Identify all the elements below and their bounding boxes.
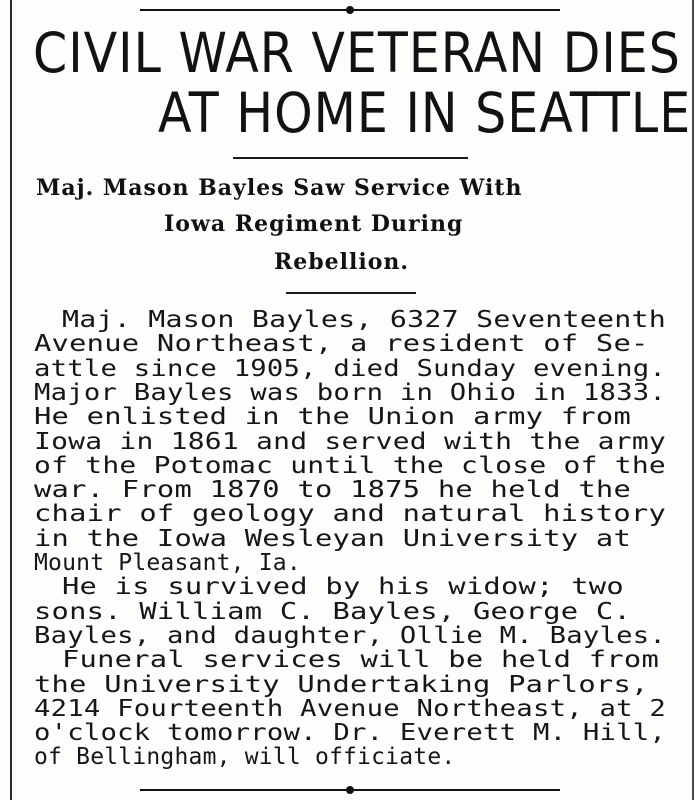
body-line: o'clock tomorrow. Dr. Everett M. Hill,	[34, 720, 666, 747]
body-line: Avenue Northeast, a resident of Se-	[34, 331, 649, 358]
body-line: sons. William C. Bayles, George C.	[34, 598, 632, 625]
subheadline-line-3: Rebellion.	[274, 249, 410, 275]
body-line: 4214 Fourteenth Avenue Northeast, at 2	[34, 695, 666, 722]
headline-rule	[233, 157, 468, 159]
bottom-divider-dot	[346, 786, 354, 794]
body-line: Maj. Mason Bayles, 6327 Seventeenth	[62, 307, 666, 333]
subheadline-line-1: Maj. Mason Bayles Saw Service With	[36, 175, 523, 201]
headline-line-1: CIVIL WAR VETERAN DIES	[33, 21, 681, 86]
body-line: Funeral services will be held from	[62, 647, 660, 674]
body-line: Major Bayles was born in Ohio in 1833.	[34, 379, 666, 406]
body-line: the University Undertaking Parlors,	[34, 671, 649, 698]
body-line: He enlisted in the Union army from	[34, 404, 632, 431]
subheadline-line-2: Iowa Regiment During	[164, 211, 464, 237]
body-line: Iowa in 1861 and served with the army	[34, 428, 666, 455]
body-line: attle since 1905, died Sunday evening.	[34, 355, 666, 382]
body-line: of the Potomac until the close of the	[34, 452, 666, 479]
body-line: Bayles, and daughter, Ollie M. Bayles.	[34, 622, 666, 649]
top-divider-dot	[346, 6, 354, 14]
body-line: of Bellingham, will officiate.	[34, 744, 456, 771]
body-line: He is survived by his widow; two	[62, 574, 624, 601]
subheadline-rule	[286, 292, 416, 294]
body-line: war. From 1870 to 1875 he held the	[34, 477, 632, 504]
body-line: chair of geology and natural history	[34, 501, 666, 528]
headline-line-2: AT HOME IN SEATTLE	[158, 81, 692, 146]
body-line: in the Iowa Wesleyan University at	[34, 525, 632, 552]
column-rule-left	[10, 0, 12, 800]
body-line: Mount Pleasant, Ia.	[34, 550, 301, 576]
